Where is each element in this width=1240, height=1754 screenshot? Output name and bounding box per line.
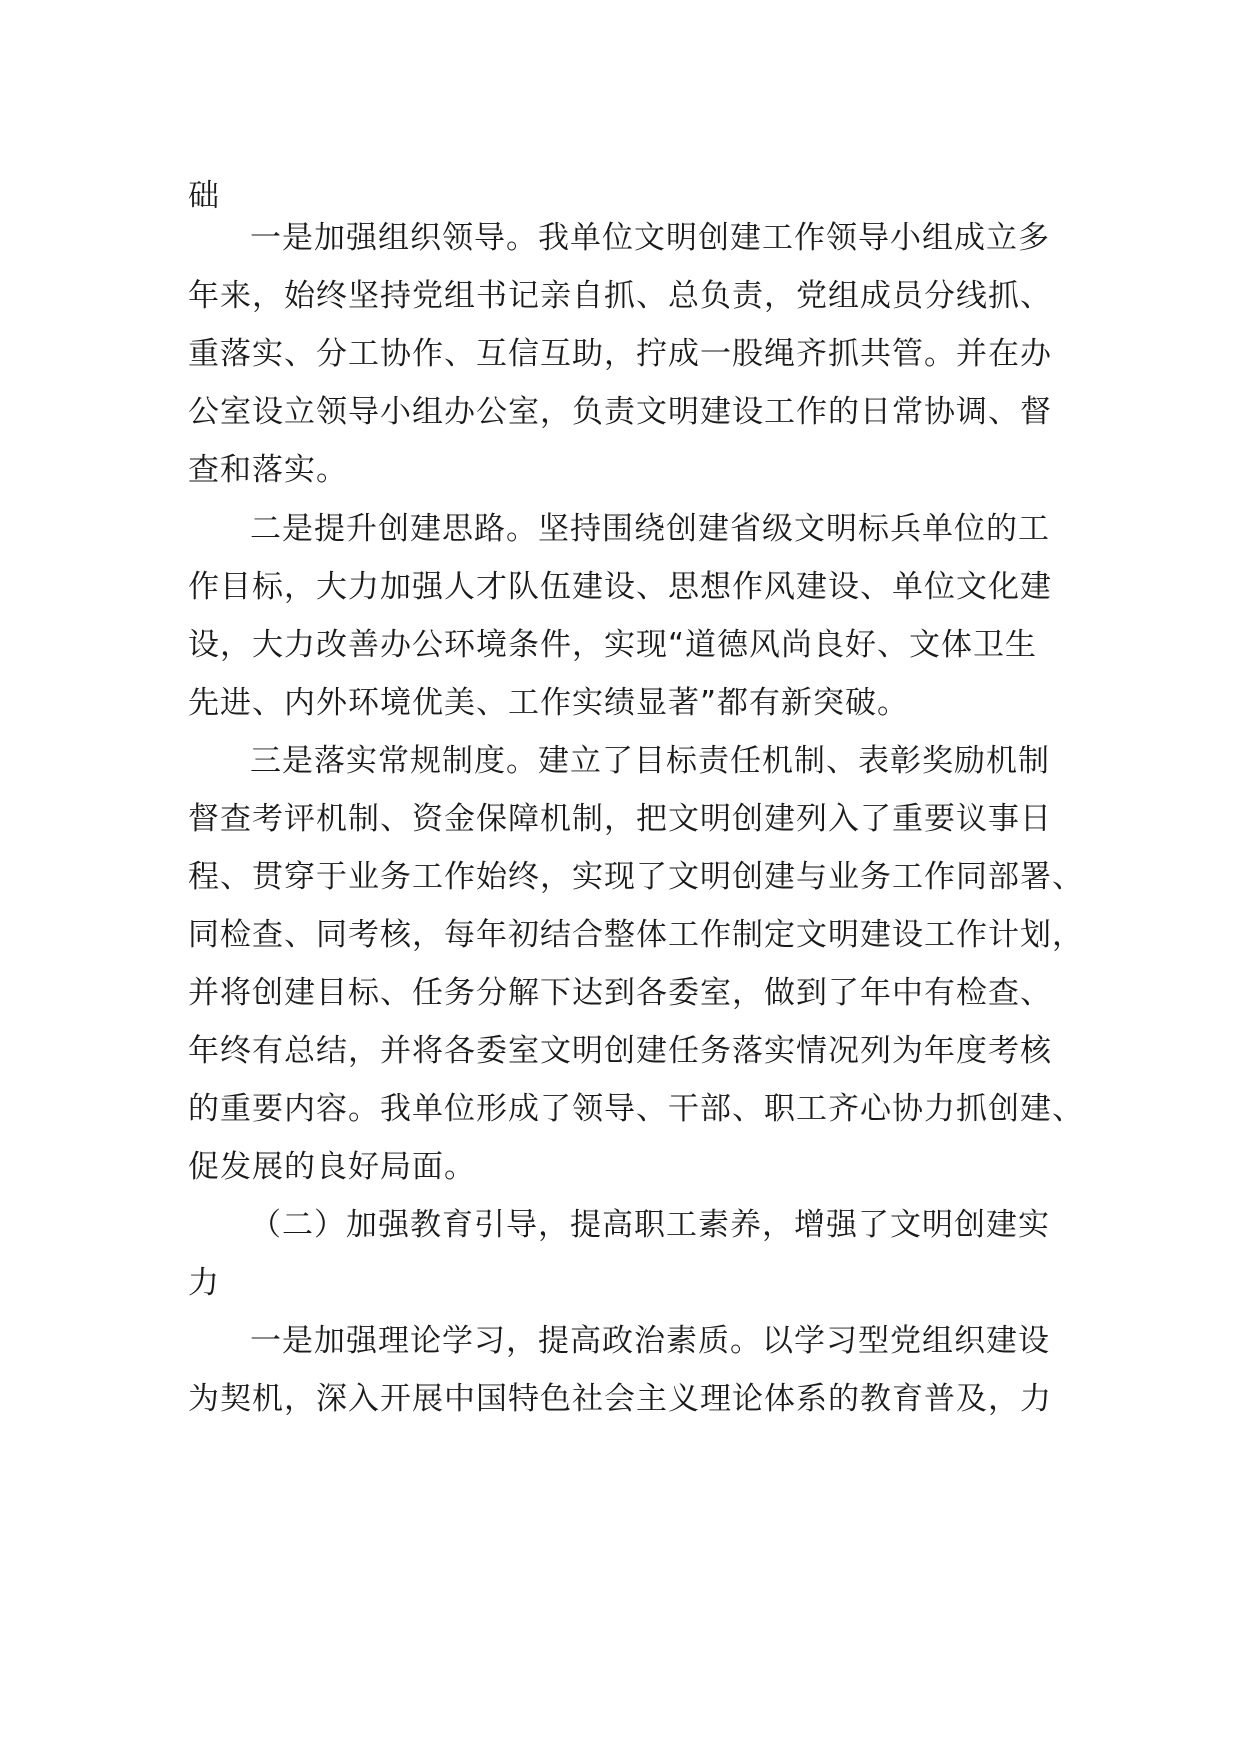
text-line: 设，大力改善办公环境条件，实现“道德风尚良好、文体卫生 <box>188 627 1038 663</box>
text-line: 并将创建目标、任务分解下达到各委室，做到了年中有检查、 <box>188 975 1052 1011</box>
text-line: 力 <box>188 1265 220 1301</box>
text-line: 促发展的良好局面。 <box>188 1149 476 1185</box>
paragraph-heading: 一是加强组织领导。我单位文明创建工作领导小组成立多 <box>250 220 1050 256</box>
text-line: 年终有总结，并将各委室文明创建任务落实情况列为年度考核 <box>188 1033 1052 1069</box>
text-line: 的重要内容。我单位形成了领导、干部、职工齐心协力抓创建、 <box>188 1091 1084 1127</box>
text-line: 作目标，大力加强人才队伍建设、思想作风建设、单位文化建 <box>188 569 1052 605</box>
text-line: 础 <box>188 178 220 214</box>
paragraph-heading: 一是加强理论学习，提高政治素质。以学习型党组织建设 <box>250 1323 1050 1359</box>
text-line: 公室设立领导小组办公室，负责文明建设工作的日常协调、督 <box>188 394 1052 430</box>
text-line: 查和落实。 <box>188 452 348 488</box>
text-line: 为契机，深入开展中国特色社会主义理论体系的教育普及，力 <box>188 1381 1052 1417</box>
section-heading: （二）加强教育引导，提高职工素养，增强了文明创建实 <box>250 1207 1050 1243</box>
text-line: 重落实、分工协作、互信互助，拧成一股绳齐抓共管。并在办 <box>188 336 1052 372</box>
paragraph-heading: 二是提升创建思路。坚持围绕创建省级文明标兵单位的工 <box>250 511 1050 547</box>
text-line: 同检查、同考核，每年初结合整体工作制定文明建设工作计划， <box>188 917 1084 953</box>
text-line: 督查考评机制、资金保障机制，把文明创建列入了重要议事日 <box>188 801 1052 837</box>
text-line: 先进、内外环境优美、工作实绩显著”都有新突破。 <box>188 685 910 721</box>
text-line: 程、贯穿于业务工作始终，实现了文明创建与业务工作同部署、 <box>188 859 1084 895</box>
paragraph-heading: 三是落实常规制度。建立了目标责任机制、表彰奖励机制 <box>250 743 1050 779</box>
text-line: 年来，始终坚持党组书记亲自抓、总负责，党组成员分线抓、 <box>188 278 1052 314</box>
